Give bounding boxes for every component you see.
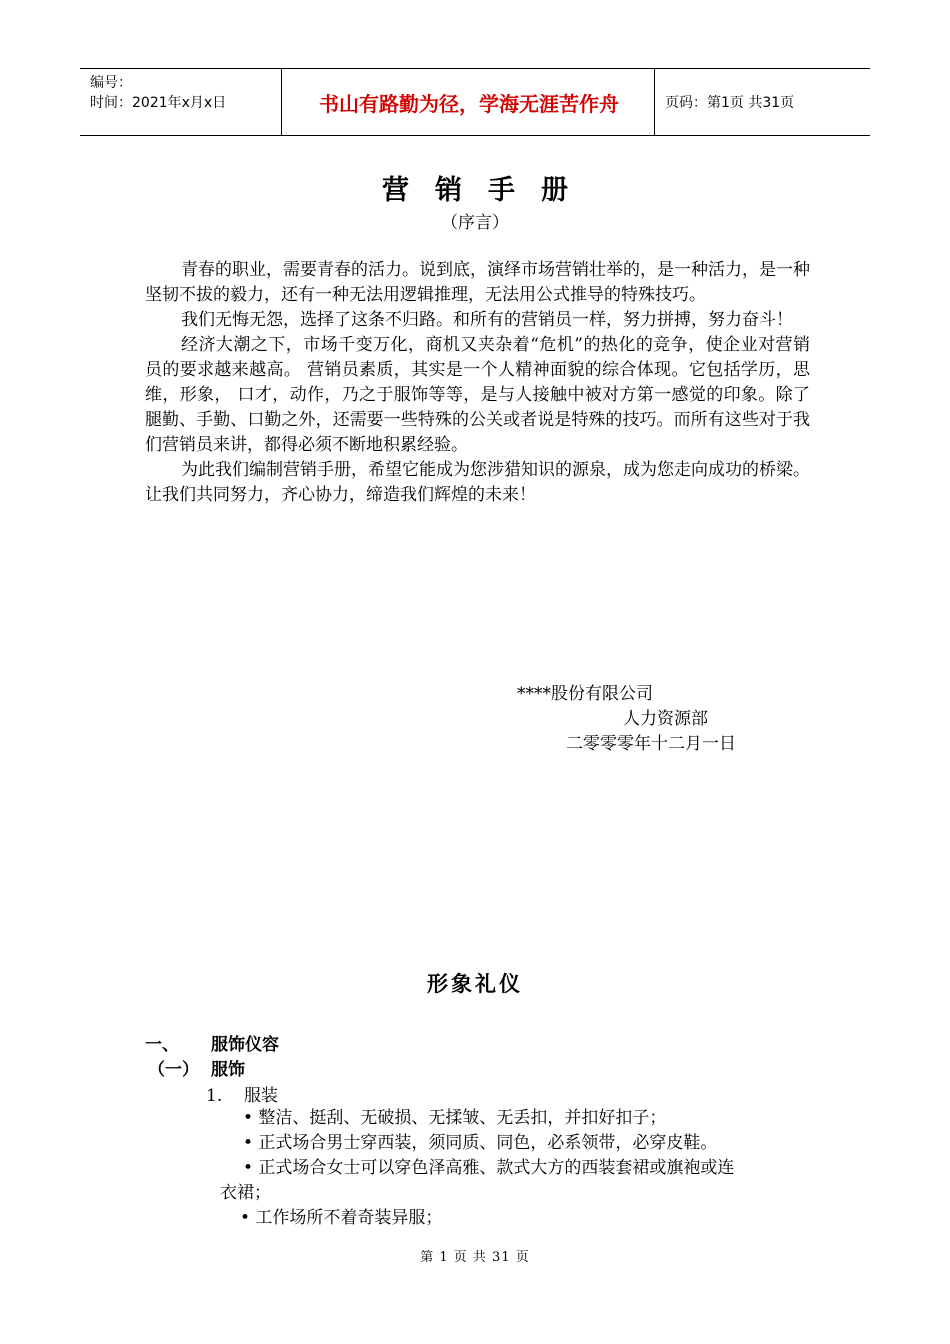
number-label: 编号： [90, 75, 132, 91]
heading-text: 服饰 [211, 1060, 245, 1080]
preface-paragraph: 我们无悔无怨，选择了这条不归路。和所有的营销员一样，努力拼搏，努力奋斗！ [181, 310, 793, 330]
preface-paragraph: 为此我们编制营销手册，希望它能成为您涉猎知识的源泉，成为您走向成功的桥梁。 让我们共同努力，齐心协力，缔造我们辉煌的未来！ [145, 460, 810, 505]
list-item: • 正式场合女士可以穿色泽高雅、款式大方的西装套裙或旗袍或连 [243, 1158, 735, 1178]
heading-text: 服饰仪容 [211, 1035, 279, 1055]
list-item: • 正式场合男士穿西装，须同质、同色，必系领带，必穿皮鞋。 [243, 1133, 718, 1153]
document-header-table [80, 68, 870, 136]
signature-date: 二零零零年十二月一日 [566, 734, 736, 754]
preface-body [145, 258, 810, 508]
page-title: 营销手册 [382, 175, 594, 206]
signature-department: 人力资源部 [623, 709, 708, 729]
heading-number: （一） [148, 1060, 199, 1080]
header-motto: 书山有路勤为径，学海无涯苦作舟 [319, 91, 619, 116]
header-meta [90, 73, 226, 113]
heading-level-1 [145, 1030, 279, 1055]
preface-paragraph: 青春的职业，需要青春的活力。说到底，演绎市场营销壮举的，是一种活力，是一种坚韧不拔的毅力，还有一种无法用逻辑推理，无法用公式推导的特殊技巧。 [145, 260, 810, 305]
page-footer: 第 1 页 共 31 页 [420, 1250, 530, 1265]
page-subtitle: （序言） [441, 213, 509, 233]
heading-text: 服装 [244, 1086, 278, 1106]
list-item-continuation: 衣裙； [220, 1183, 271, 1203]
header-divider [281, 69, 282, 135]
preface-paragraph: 经济大潮之下，市场千变万化，商机又夹杂着“危机”的热化的竞争，使企业对营销员的要求越来越高。 营销员素质，其实是一个人精神面貌的综合体现。它包括学历，思维，形象， 口才，动作，乃之于服饰等等，是与人接触中被对方第一感觉的印象。除了腿勤、手勤、口勤之外，还需要一些特殊的公关或者说是特殊的技巧。而所有这些对于我们营销员来讲，都得必须不断地积累经验。 [145, 335, 810, 455]
heading-level-3 [206, 1081, 278, 1106]
date-label: 时间：2021年x月x日 [90, 95, 227, 111]
header-page-info: 页码：第1页 共31页 [665, 95, 795, 111]
section-title: 形象礼仪 [427, 972, 523, 996]
list-item: • 整洁、挺刮、无破损、无揉皱、无丢扣，并扣好扣子； [243, 1108, 667, 1128]
heading-number: 一、 [145, 1035, 179, 1055]
heading-number: 1. [206, 1086, 223, 1106]
signature-company: ****股份有限公司 [517, 684, 653, 704]
list-item: • 工作场所不着奇装异服； [240, 1208, 443, 1228]
heading-level-2 [148, 1055, 245, 1080]
